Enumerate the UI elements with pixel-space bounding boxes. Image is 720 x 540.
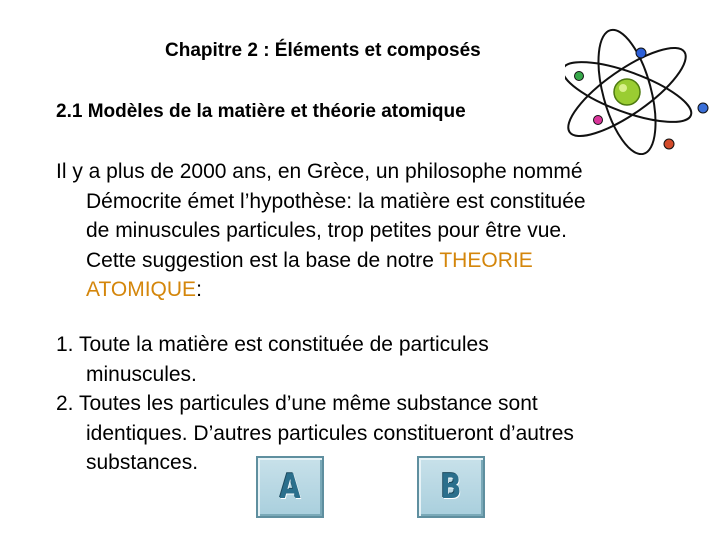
intro-line: Démocrite émet l’hypothèse: la matière est constituée <box>86 189 586 213</box>
section-title: 2.1 Modèles de la matière et théorie atomique <box>56 101 466 122</box>
answer-b-label: B <box>440 467 462 507</box>
list-item-continuation: substances. <box>86 451 199 474</box>
intro-line <box>56 275 656 305</box>
intro-line-suffix: : <box>196 278 202 301</box>
list-item: 1. Toute la matière est constituée de particules <box>56 333 489 356</box>
chapter-title: Chapitre 2 : Éléments et composés <box>165 40 481 61</box>
postulate-list <box>56 330 676 478</box>
answer-a-button[interactable] <box>256 456 324 518</box>
intro-line: Il y a plus de 2000 ans, en Grèce, un philosophe nommé <box>56 160 583 183</box>
intro-line-text: Cette suggestion est la base de notre <box>86 248 440 272</box>
intro-paragraph <box>56 157 656 305</box>
atom-icon <box>565 20 715 155</box>
intro-line <box>56 246 656 276</box>
theory-highlight: ATOMIQUE <box>86 278 197 301</box>
list-item-continuation: minuscules. <box>86 362 197 386</box>
answer-b-button[interactable] <box>417 456 485 518</box>
list-item: 2. Toutes les particules d’une même substance sont <box>56 392 538 415</box>
theory-highlight: THEORIE <box>439 248 533 272</box>
list-item-continuation: identiques. D’autres particules constitueront d’autres <box>86 421 574 445</box>
answer-a-label: A <box>279 467 301 507</box>
intro-line: de minuscules particules, trop petites pour être vue. <box>86 219 567 242</box>
